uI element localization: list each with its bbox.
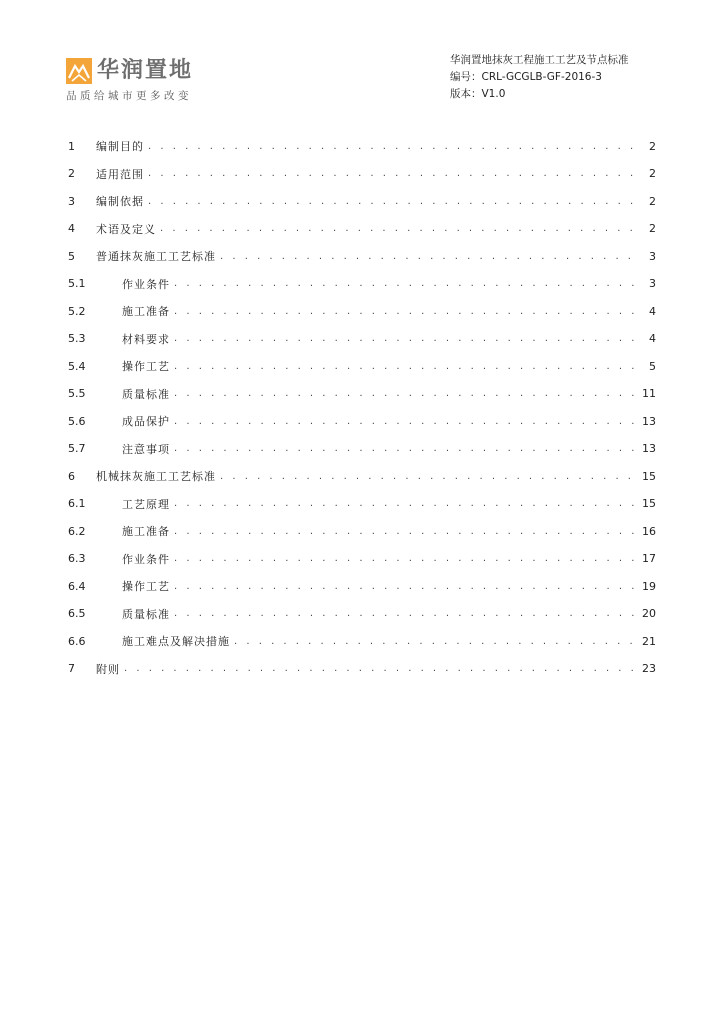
toc-dot-leader [220, 251, 638, 262]
toc-entry-page: 4 [649, 332, 656, 345]
toc-entry-page: 19 [642, 579, 656, 593]
toc-entry-page: 16 [642, 524, 656, 538]
toc-dot-leader [174, 581, 638, 592]
toc-entry-title: 作业条件 [122, 277, 170, 291]
toc-entry-title: 质量标准 [122, 387, 170, 401]
toc-entry-title: 施工准备 [122, 525, 170, 538]
toc-entry-page: 2 [649, 139, 656, 153]
toc-entry[interactable] [68, 219, 656, 239]
toc-dot-leader [148, 196, 638, 207]
toc-entry[interactable] [68, 411, 656, 431]
toc-entry-title: 编制目的 [96, 140, 144, 153]
logo-mark-icon [66, 58, 92, 84]
toc-entry[interactable] [68, 604, 656, 624]
toc-entry-title: 质量标准 [122, 607, 170, 621]
toc-entry-page: 2 [649, 222, 656, 235]
toc-entry-title: 操作工艺 [122, 580, 170, 593]
toc-entry[interactable] [68, 136, 656, 156]
document-header [450, 52, 629, 103]
toc-entry[interactable] [68, 549, 656, 569]
toc-entry-number: 6.6 [68, 634, 86, 648]
toc-dot-leader [174, 388, 638, 399]
toc-entry-number: 3 [68, 194, 75, 208]
toc-entry-number: 5.4 [68, 359, 86, 373]
toc-entry-title: 操作工艺 [122, 360, 170, 373]
toc-entry-page: 15 [642, 497, 656, 510]
toc-entry[interactable] [68, 576, 656, 596]
toc-entry[interactable] [68, 301, 656, 321]
toc-dot-leader [174, 306, 638, 317]
toc-entry-page: 11 [642, 387, 656, 400]
toc-entry-page: 4 [649, 304, 656, 318]
toc-entry-number: 5.1 [68, 277, 86, 290]
toc-entry-title: 编制依据 [96, 195, 144, 208]
toc-entry-number: 5.3 [68, 332, 86, 345]
company-logo [66, 58, 216, 104]
toc-dot-leader [174, 608, 638, 619]
toc-entry-page: 13 [642, 442, 656, 455]
toc-dot-leader [174, 526, 638, 537]
toc-entry-page: 3 [649, 277, 656, 290]
toc-entry-number: 6.5 [68, 607, 86, 620]
toc-entry-page: 2 [649, 167, 656, 180]
document-version: 版本：V1.0 [450, 88, 506, 100]
toc-entry-number: 6.1 [68, 497, 86, 510]
toc-entry-number: 6 [68, 469, 75, 483]
toc-entry[interactable] [68, 494, 656, 514]
toc-entry-title: 普通抹灰施工工艺标准 [96, 250, 216, 263]
toc-entry-number: 4 [68, 222, 75, 235]
toc-dot-leader [174, 416, 638, 427]
toc-entry-title: 成品保护 [122, 415, 170, 428]
toc-entry-number: 2 [68, 167, 75, 180]
toc-entry-title: 施工准备 [122, 305, 170, 318]
toc-entry-title: 施工难点及解决措施 [122, 635, 230, 648]
toc-entry-number: 7 [68, 662, 75, 675]
toc-entry-title: 注意事项 [122, 442, 170, 456]
toc-entry-number: 6.3 [68, 552, 86, 565]
toc-dot-leader [160, 223, 638, 234]
toc-dot-leader [174, 333, 638, 344]
toc-entry-number: 5.7 [68, 442, 86, 455]
toc-entry-page: 3 [649, 249, 656, 263]
toc-entry-title: 作业条件 [122, 552, 170, 566]
toc-entry[interactable] [68, 356, 656, 376]
toc-entry-title: 机械抹灰施工工艺标准 [96, 470, 216, 483]
toc-entry-title: 适用范围 [96, 167, 144, 181]
toc-entry[interactable] [68, 384, 656, 404]
toc-entry-number: 5.5 [68, 387, 86, 400]
toc-dot-leader [174, 553, 638, 564]
toc-entry-page: 21 [642, 634, 656, 648]
toc-entry-page: 15 [642, 469, 656, 483]
toc-entry[interactable] [68, 164, 656, 184]
toc-dot-leader [148, 168, 638, 179]
toc-entry[interactable] [68, 246, 656, 266]
toc-entry-number: 5 [68, 249, 75, 263]
toc-dot-leader [124, 663, 638, 674]
toc-entry[interactable] [68, 659, 656, 679]
toc-entry-page: 20 [642, 607, 656, 620]
toc-entry-page: 5 [649, 359, 656, 373]
toc-dot-leader [148, 141, 638, 152]
toc-entry-number: 5.6 [68, 414, 86, 428]
toc-entry-number: 6.4 [68, 579, 86, 593]
toc-entry[interactable] [68, 191, 656, 211]
logo-name: 华润置地 [97, 58, 194, 83]
toc-entry-number: 1 [68, 139, 75, 153]
toc-entry[interactable] [68, 521, 656, 541]
toc-entry-number: 5.2 [68, 304, 86, 318]
toc-entry-page: 23 [642, 662, 656, 675]
toc-dot-leader [174, 443, 638, 454]
toc-entry-number: 6.2 [68, 524, 86, 538]
toc-entry[interactable] [68, 631, 656, 651]
document-title: 华润置地抹灰工程施工工艺及节点标准 [450, 54, 629, 66]
toc-dot-leader [174, 361, 638, 372]
document-code: 编号：CRL-GCGLB-GF-2016-3 [450, 71, 602, 83]
toc-entry[interactable] [68, 466, 656, 486]
toc-entry[interactable] [68, 274, 656, 294]
toc-entry[interactable] [68, 329, 656, 349]
toc-dot-leader [220, 471, 638, 482]
toc-entry-title: 术语及定义 [96, 222, 156, 236]
toc-entry-title: 附则 [96, 662, 120, 676]
toc-entry-page: 13 [642, 414, 656, 428]
toc-dot-leader [174, 498, 638, 509]
toc-entry-page: 2 [649, 194, 656, 208]
toc-entry[interactable] [68, 439, 656, 459]
toc-dot-leader [174, 278, 638, 289]
toc-entry-title: 工艺原理 [122, 497, 170, 511]
toc-dot-leader [234, 636, 638, 647]
logo-slogan: 品质给城市更多改变 [66, 90, 192, 102]
toc-entry-page: 17 [642, 552, 656, 565]
toc-entry-title: 材料要求 [122, 332, 170, 346]
